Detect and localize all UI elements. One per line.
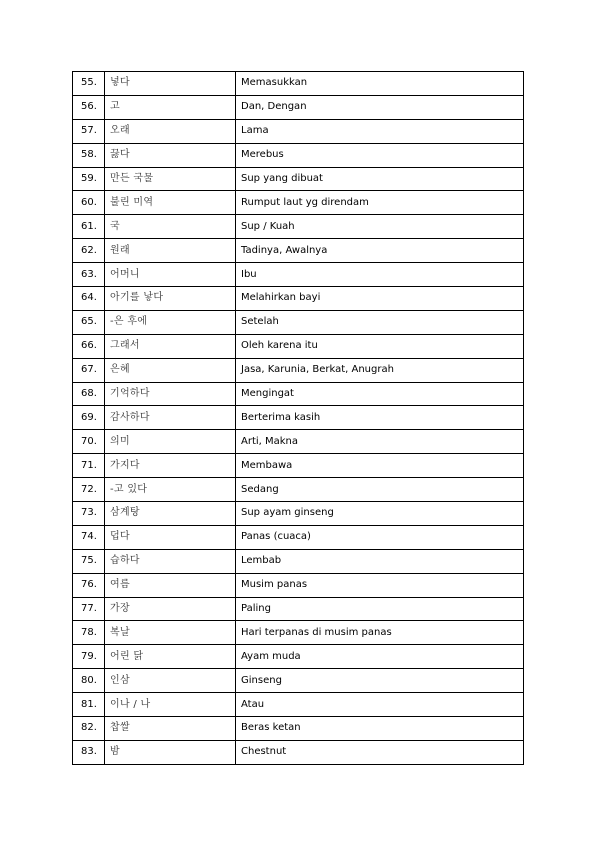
indonesian-meaning: Dan, Dengan (236, 95, 524, 119)
indonesian-meaning: Hari terpanas di musim panas (236, 621, 524, 645)
indonesian-meaning: Lembab (236, 549, 524, 573)
indonesian-meaning: Paling (236, 597, 524, 621)
table-row (73, 478, 524, 502)
row-number: 69. (73, 406, 105, 430)
table-row (73, 454, 524, 478)
row-number: 78. (73, 621, 105, 645)
indonesian-meaning: Arti, Makna (236, 430, 524, 454)
table-row (73, 191, 524, 215)
korean-word: 여름 (105, 573, 236, 597)
korean-word: -고 있다 (105, 478, 236, 502)
korean-word: 복날 (105, 621, 236, 645)
table-row (73, 119, 524, 143)
row-number: 61. (73, 215, 105, 239)
row-number: 58. (73, 143, 105, 167)
indonesian-meaning: Panas (cuaca) (236, 525, 524, 549)
korean-word: 만든 국물 (105, 167, 236, 191)
row-number: 71. (73, 454, 105, 478)
row-number: 72. (73, 478, 105, 502)
row-number: 63. (73, 263, 105, 287)
row-number: 76. (73, 573, 105, 597)
indonesian-meaning: Setelah (236, 310, 524, 334)
indonesian-meaning: Sup yang dibuat (236, 167, 524, 191)
indonesian-meaning: Beras ketan (236, 717, 524, 741)
row-number: 73. (73, 502, 105, 526)
indonesian-meaning: Merebus (236, 143, 524, 167)
row-number: 74. (73, 525, 105, 549)
korean-word: 삼계탕 (105, 502, 236, 526)
row-number: 68. (73, 382, 105, 406)
table-row (73, 143, 524, 167)
table-row (73, 382, 524, 406)
indonesian-meaning: Membawa (236, 454, 524, 478)
table-row (73, 502, 524, 526)
row-number: 81. (73, 693, 105, 717)
table-row (73, 215, 524, 239)
table-row (73, 573, 524, 597)
table-row (73, 549, 524, 573)
table-row (73, 430, 524, 454)
korean-word: 기억하다 (105, 382, 236, 406)
korean-word: 끓다 (105, 143, 236, 167)
korean-word: 불린 미역 (105, 191, 236, 215)
indonesian-meaning: Ginseng (236, 669, 524, 693)
vocabulary-table-body (73, 72, 524, 765)
row-number: 77. (73, 597, 105, 621)
indonesian-meaning: Memasukkan (236, 72, 524, 96)
indonesian-meaning: Oleh karena itu (236, 334, 524, 358)
korean-word: 어린 닭 (105, 645, 236, 669)
row-number: 56. (73, 95, 105, 119)
row-number: 57. (73, 119, 105, 143)
korean-word: 그래서 (105, 334, 236, 358)
table-row (73, 525, 524, 549)
table-row (73, 167, 524, 191)
indonesian-meaning: Sup ayam ginseng (236, 502, 524, 526)
table-row (73, 645, 524, 669)
row-number: 67. (73, 358, 105, 382)
korean-word: 고 (105, 95, 236, 119)
korean-word: 가지다 (105, 454, 236, 478)
korean-word: 감사하다 (105, 406, 236, 430)
table-row (73, 334, 524, 358)
row-number: 64. (73, 287, 105, 311)
row-number: 82. (73, 717, 105, 741)
indonesian-meaning: Jasa, Karunia, Berkat, Anugrah (236, 358, 524, 382)
indonesian-meaning: Ayam muda (236, 645, 524, 669)
table-row (73, 310, 524, 334)
indonesian-meaning: Melahirkan bayi (236, 287, 524, 311)
table-row (73, 95, 524, 119)
korean-word: 인삼 (105, 669, 236, 693)
row-number: 62. (73, 239, 105, 263)
korean-word: 은혜 (105, 358, 236, 382)
indonesian-meaning: Rumput laut yg direndam (236, 191, 524, 215)
indonesian-meaning: Lama (236, 119, 524, 143)
indonesian-meaning: Berterima kasih (236, 406, 524, 430)
table-row (73, 72, 524, 96)
row-number: 70. (73, 430, 105, 454)
table-row (73, 717, 524, 741)
row-number: 60. (73, 191, 105, 215)
table-row (73, 597, 524, 621)
korean-word: 습하다 (105, 549, 236, 573)
korean-word: 가장 (105, 597, 236, 621)
indonesian-meaning: Ibu (236, 263, 524, 287)
korean-word: 원래 (105, 239, 236, 263)
korean-word: 이나 / 나 (105, 693, 236, 717)
korean-word: 찹쌀 (105, 717, 236, 741)
korean-word: 밤 (105, 740, 236, 764)
table-row (73, 263, 524, 287)
table-row (73, 287, 524, 311)
korean-word: 어머니 (105, 263, 236, 287)
korean-word: 아기를 낳다 (105, 287, 236, 311)
table-row (73, 406, 524, 430)
row-number: 55. (73, 72, 105, 96)
korean-word: 덥다 (105, 525, 236, 549)
korean-word: 의미 (105, 430, 236, 454)
row-number: 79. (73, 645, 105, 669)
indonesian-meaning: Sup / Kuah (236, 215, 524, 239)
row-number: 65. (73, 310, 105, 334)
table-row (73, 740, 524, 764)
table-row (73, 669, 524, 693)
indonesian-meaning: Mengingat (236, 382, 524, 406)
table-row (73, 358, 524, 382)
korean-word: -은 후에 (105, 310, 236, 334)
table-row (73, 621, 524, 645)
row-number: 59. (73, 167, 105, 191)
korean-word: 넣다 (105, 72, 236, 96)
row-number: 83. (73, 740, 105, 764)
indonesian-meaning: Atau (236, 693, 524, 717)
korean-word: 국 (105, 215, 236, 239)
vocabulary-table (72, 71, 524, 765)
korean-word: 오래 (105, 119, 236, 143)
row-number: 75. (73, 549, 105, 573)
row-number: 66. (73, 334, 105, 358)
row-number: 80. (73, 669, 105, 693)
indonesian-meaning: Chestnut (236, 740, 524, 764)
table-row (73, 239, 524, 263)
indonesian-meaning: Tadinya, Awalnya (236, 239, 524, 263)
indonesian-meaning: Musim panas (236, 573, 524, 597)
table-row (73, 693, 524, 717)
indonesian-meaning: Sedang (236, 478, 524, 502)
